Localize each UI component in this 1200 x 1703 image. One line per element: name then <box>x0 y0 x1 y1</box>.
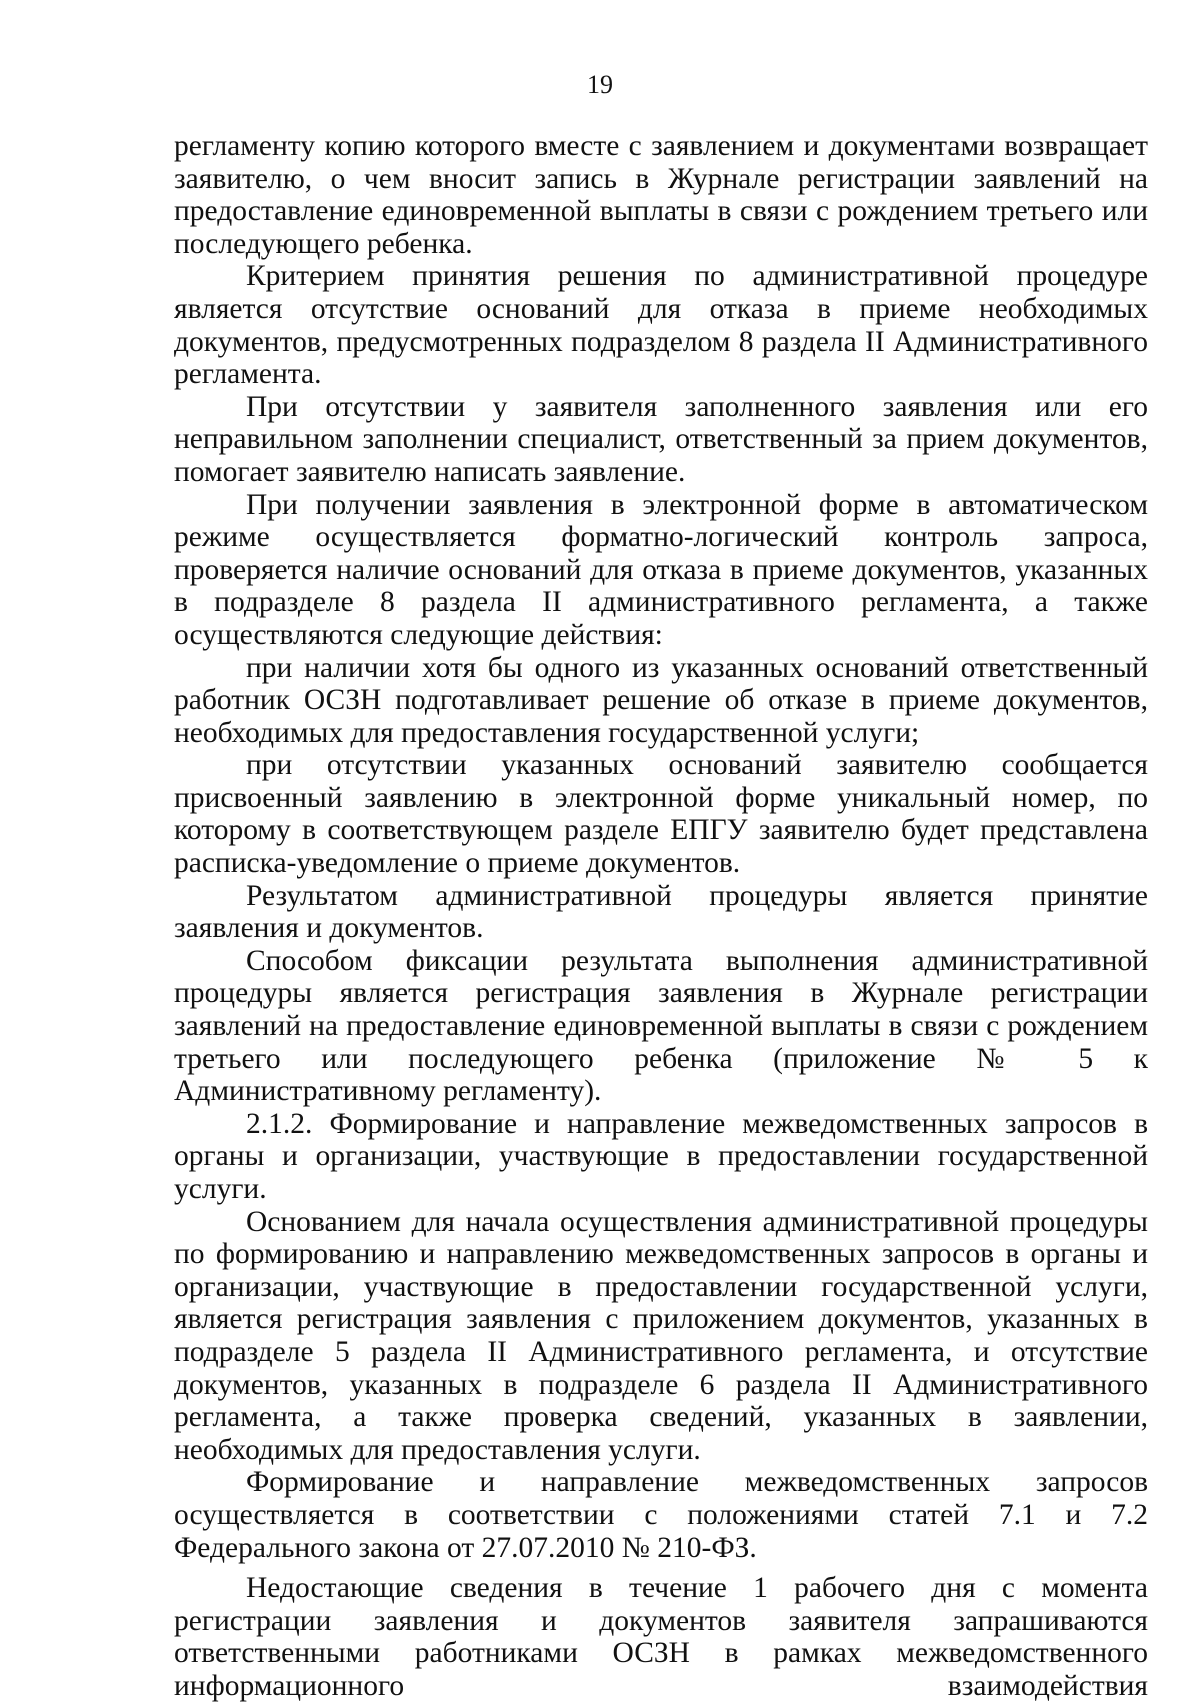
paragraph-electronic-application: При получении заявления в электронной форме в автоматическом режиме осуществляется форматно-логический контроль запроса, проверяется наличие оснований для отказа в приеме документов, указанных в подразделе 8 раздела II административного регламента, а также осуществляются следующие действия: <box>174 488 1148 651</box>
paragraph-decision-criterion: Критерием принятия решения по административной процедуре является отсутствие оснований для отказа в приеме необходимых документов, предусмотренных подразделом 8 раздела II Административного регламента. <box>174 260 1148 391</box>
paragraph-filling-assistance: При отсутствии у заявителя заполненного заявления или его неправильном заполнении специалист, ответственный за прием документов, помогает заявителю написать заявление. <box>174 390 1148 488</box>
paragraph-missing-information: Недостающие сведения в течение 1 рабочего дня с момента регистрации заявления и документов заявителя запрашиваются ответственными работниками ОСЗН в рамках межведомственного информационного взаимодействия <box>174 1572 1148 1702</box>
paragraph-unique-number: при отсутствии указанных оснований заявителю сообщается присвоенный заявлению в электронной форме уникальный номер, по которому в соответствующем разделе ЕПГУ заявителю будет представлена расписка-уведомление о приеме документов. <box>174 749 1148 880</box>
paragraph-return-documents: регламенту копию которого вместе с заявлением и документами возвращает заявителю, о чем вносит запись в Журнале регистрации заявлений на предоставление единовременной выплаты в связи с рождением третьего или последующего ребенка. <box>174 130 1148 260</box>
page-number: 19 <box>587 70 613 99</box>
paragraph-result-recording: Способом фиксации результата выполнения административной процедуры является регистрация заявления в Журнале регистрации заявлений на предоставление единовременной выплаты в связи с рождением третьего или последующего ребенка (приложение № 5 к Административному регламенту). <box>174 944 1148 1108</box>
paragraph-section-2-1-2: 2.1.2. Формирование и направление межведомственных запросов в органы и организации, участвующие в предоставлении государственной услуги. <box>174 1107 1148 1205</box>
paragraph-federal-law: Формирование и направление межведомственных запросов осуществляется в соответствии с положениями статей 7.1 и 7.2 Федерального закона от 27.07.2010 № 210-ФЗ. <box>174 1466 1148 1564</box>
paragraph-refusal-grounds: при наличии хотя бы одного из указанных оснований ответственный работник ОСЗН подготавливает решение об отказе в приеме документов, необходимых для предоставления государственной услуги; <box>174 651 1148 749</box>
paragraph-procedure-result: Результатом административной процедуры является принятие заявления и документов. <box>174 879 1148 945</box>
paragraph-procedure-basis: Основанием для начала осуществления административной процедуры по формированию и направлению межведомственных запросов в органы и организации, участвующие в предоставлении государственной услуги, является регистрация заявления с приложением документов, указанных в подразделе 5 раздела II Административного регламента, и отсутствие документов, указанных в подразделе 6 раздела II Административного регламента, а также проверка сведений, указанных в заявлении, необходимых для предоставления услуги. <box>174 1205 1148 1466</box>
document-body <box>174 130 1148 1703</box>
